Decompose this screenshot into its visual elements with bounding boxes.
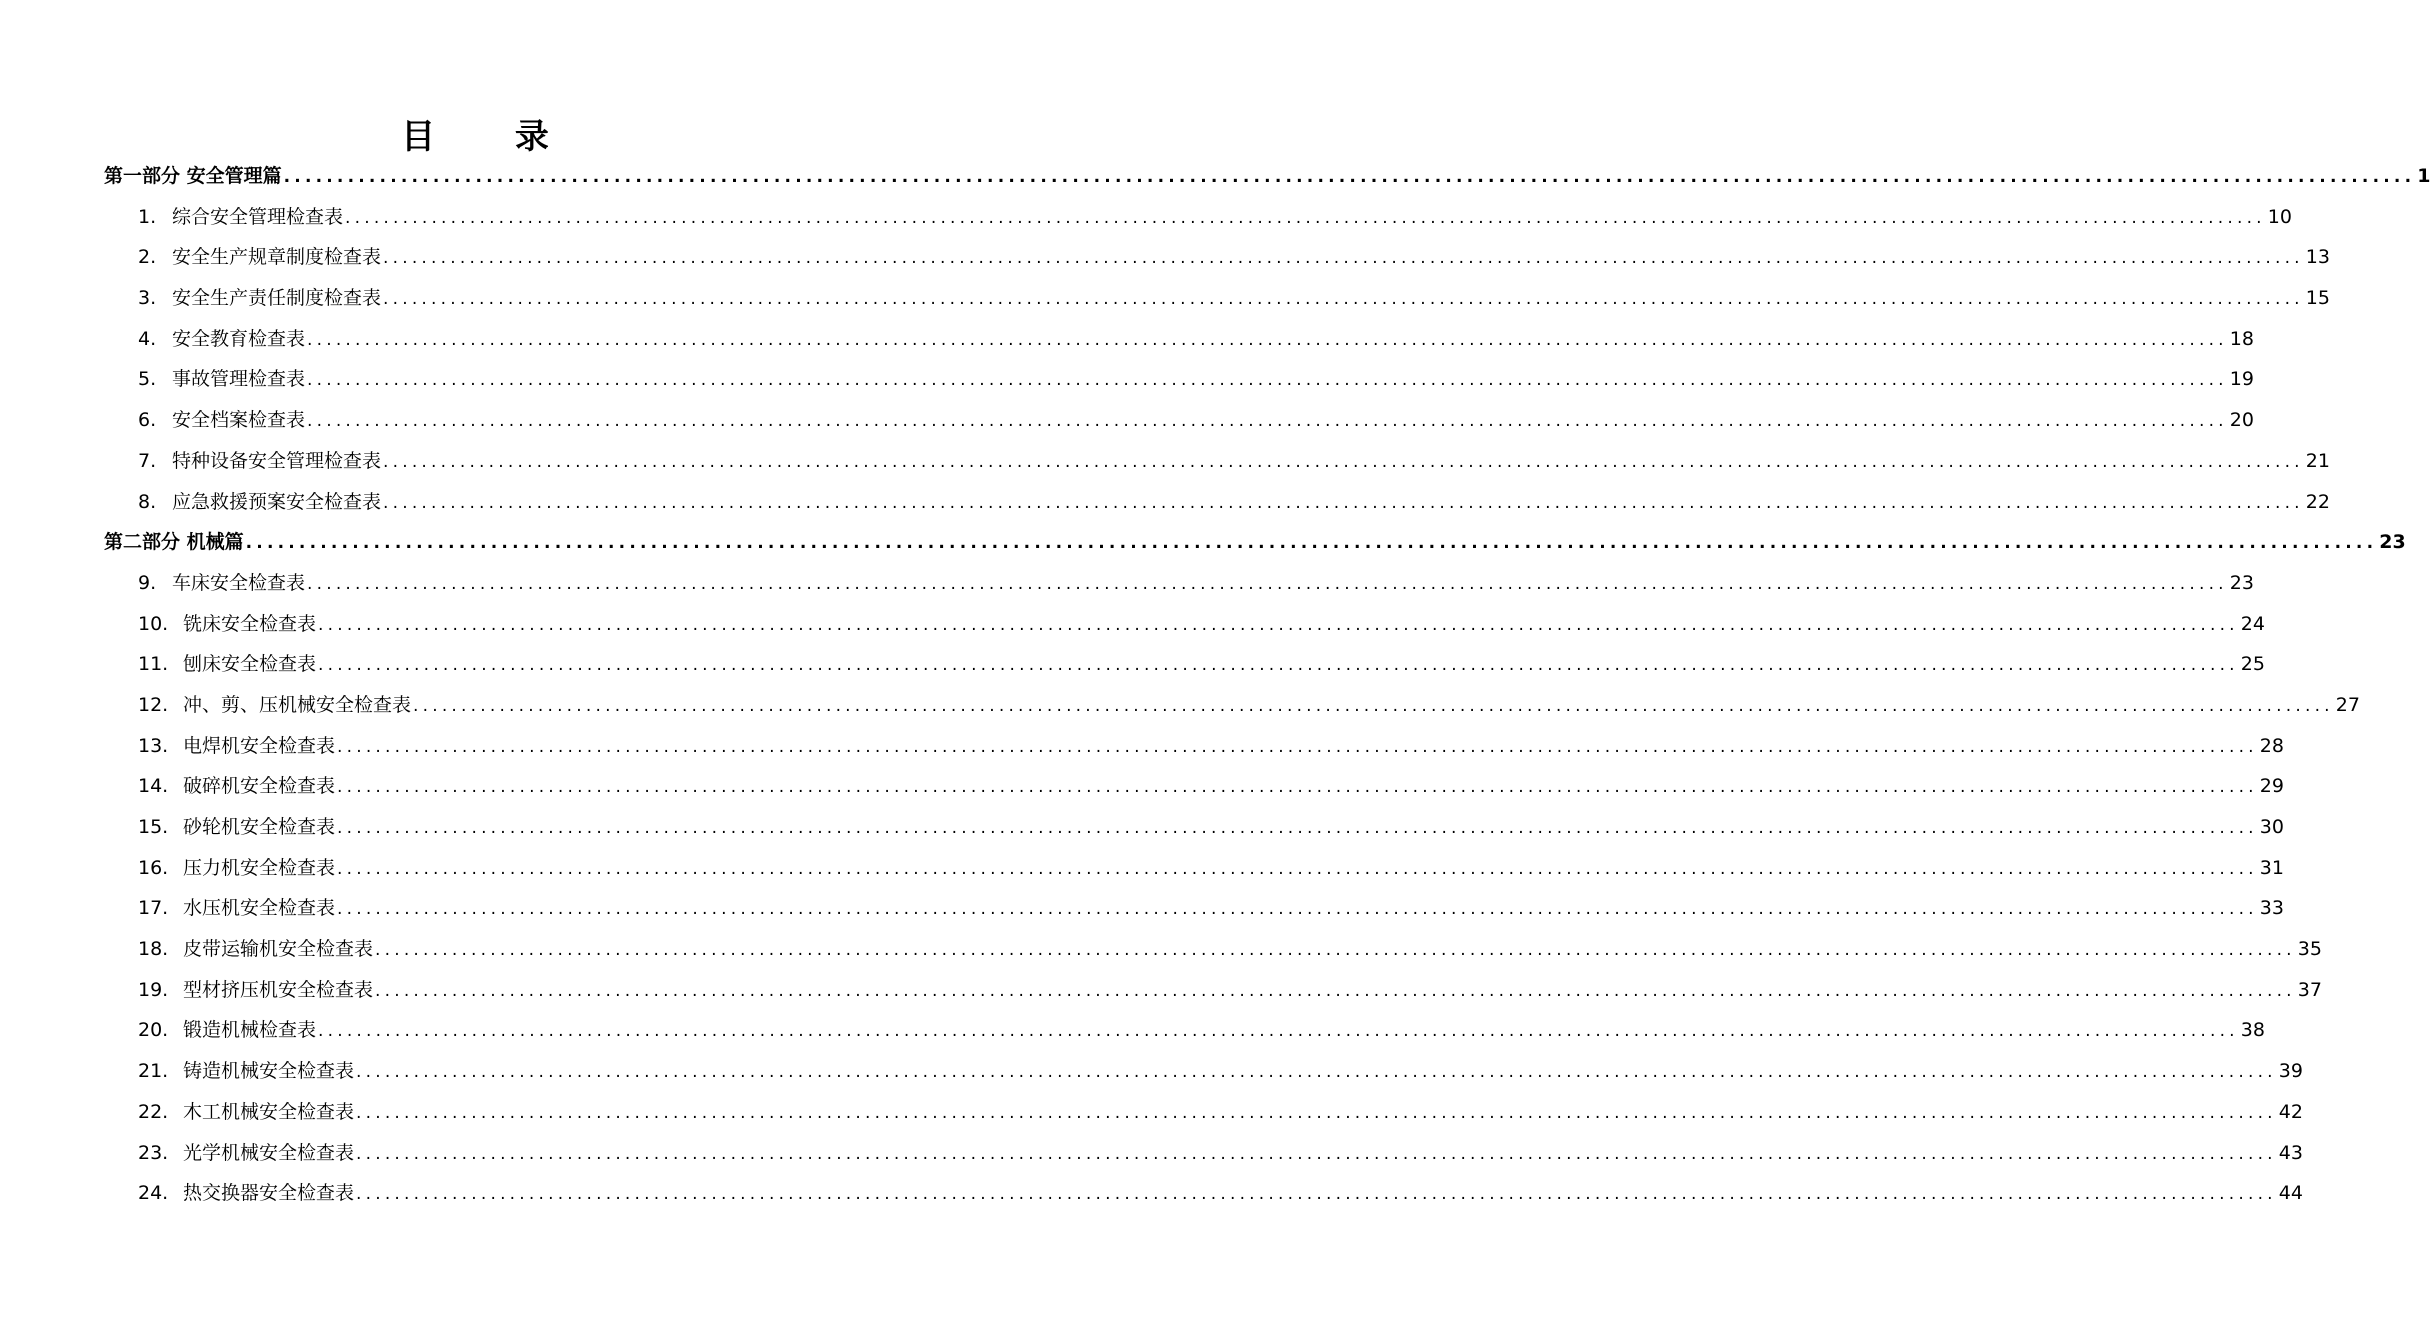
toc-entry-title: 水压机安全检查表 bbox=[183, 897, 336, 920]
toc-entry-number: 22. bbox=[138, 1100, 169, 1123]
toc-page-number: 10 bbox=[2267, 205, 2292, 228]
dot-leader: ........................................................................................................................................................................................................ bbox=[356, 1143, 2277, 1164]
toc-page-number: 22 bbox=[2305, 490, 2330, 513]
toc-entry-number: 7. bbox=[138, 449, 157, 472]
toc-entry[interactable] bbox=[104, 1133, 2303, 1174]
toc-entry-title: 锻造机械检查表 bbox=[183, 1019, 317, 1042]
toc-page-number: 24 bbox=[2240, 612, 2265, 635]
toc-page-number: 37 bbox=[2297, 978, 2322, 1001]
dot-leader: ........................................................................................................................................................................................................ bbox=[337, 818, 2258, 838]
dot-leader: ........................................................................................................................................................................................................ bbox=[383, 289, 2304, 310]
toc-entry-number: 12. bbox=[138, 693, 169, 716]
toc-entry[interactable] bbox=[104, 726, 2284, 767]
toc-page-number: 30 bbox=[2259, 816, 2284, 838]
toc-entry-title: 木工机械安全检查表 bbox=[183, 1100, 355, 1123]
toc-entry-number: 6. bbox=[138, 409, 157, 432]
toc-entry-number: 3. bbox=[138, 287, 157, 310]
toc-entry-title: 破碎机安全检查表 bbox=[183, 775, 336, 798]
toc-page-number: 43 bbox=[2278, 1141, 2303, 1164]
toc-part-heading[interactable] bbox=[104, 156, 2430, 197]
dot-leader: ........................................................................................................................................................................................................ bbox=[283, 167, 2416, 187]
toc-entry[interactable] bbox=[104, 197, 2292, 238]
toc-entry-title: 砂轮机安全检查表 bbox=[183, 816, 336, 838]
toc-page-number: 44 bbox=[2278, 1182, 2303, 1205]
toc-entry-number: 23. bbox=[138, 1141, 169, 1164]
dot-leader: ........................................................................................................................................................................................................ bbox=[307, 370, 2228, 391]
toc-entry-number: 4. bbox=[138, 327, 157, 350]
toc-page-number: 1 bbox=[2417, 165, 2430, 187]
dot-leader: ........................................................................................................................................................................................................ bbox=[318, 614, 2239, 635]
toc-entry-number: 20. bbox=[138, 1019, 169, 1042]
toc-page-number: 31 bbox=[2259, 856, 2284, 879]
dot-leader: ........................................................................................................................................................................................................ bbox=[383, 451, 2304, 472]
toc-entry-title: 电焊机安全检查表 bbox=[183, 734, 336, 757]
dot-leader: ........................................................................................................................................................................................................ bbox=[356, 1184, 2277, 1205]
toc-entry-number: 1. bbox=[138, 205, 157, 228]
dot-leader: ........................................................................................................................................................................................................ bbox=[318, 655, 2239, 676]
toc-page-number: 33 bbox=[2259, 897, 2284, 920]
toc-entry[interactable] bbox=[104, 1173, 2303, 1214]
toc-entry[interactable] bbox=[104, 441, 2330, 482]
toc-entry-title: 热交换器安全检查表 bbox=[183, 1182, 355, 1205]
toc-page-number: 20 bbox=[2229, 409, 2254, 432]
toc-page-number: 42 bbox=[2278, 1100, 2303, 1123]
toc-entry-number: 13. bbox=[138, 734, 169, 757]
toc-entry-number: 17. bbox=[138, 897, 169, 920]
toc-page-number: 27 bbox=[2335, 693, 2360, 716]
toc-entry-title: 皮带运输机安全检查表 bbox=[183, 938, 374, 961]
dot-leader: ........................................................................................................................................................................................................ bbox=[413, 695, 2334, 716]
toc-page-number: 13 bbox=[2305, 246, 2330, 269]
toc-entry-number: 2. bbox=[138, 246, 157, 269]
toc-page-number: 25 bbox=[2240, 653, 2265, 676]
toc-part-title: 第二部分 机械篇 bbox=[104, 531, 244, 554]
dot-leader: ........................................................................................................................................................................................................ bbox=[245, 533, 2378, 554]
dot-leader: ........................................................................................................................................................................................................ bbox=[375, 940, 2296, 961]
toc-entry-title: 安全档案检查表 bbox=[172, 409, 306, 432]
toc-entry-title: 光学机械安全检查表 bbox=[183, 1141, 355, 1164]
dot-leader: ........................................................................................................................................................................................................ bbox=[307, 573, 2228, 594]
toc-part-heading[interactable] bbox=[104, 522, 2406, 563]
toc-page-number: 38 bbox=[2240, 1019, 2265, 1042]
toc-entry[interactable] bbox=[104, 604, 2265, 645]
toc-entry-title: 安全生产责任制度检查表 bbox=[172, 287, 382, 310]
toc-title: 目 录 bbox=[401, 117, 583, 157]
toc-page-number: 35 bbox=[2297, 938, 2322, 961]
toc-entry-title: 应急救援预案安全检查表 bbox=[172, 490, 382, 513]
toc-entry-number: 16. bbox=[138, 856, 169, 879]
dot-leader: ........................................................................................................................................................................................................ bbox=[356, 1102, 2277, 1123]
dot-leader: ........................................................................................................................................................................................................ bbox=[383, 248, 2304, 269]
dot-leader: ........................................................................................................................................................................................................ bbox=[337, 858, 2258, 879]
toc-page-number: 21 bbox=[2305, 449, 2330, 472]
toc-entry-title: 冲、剪、压机械安全检查表 bbox=[183, 693, 412, 716]
toc-entry[interactable] bbox=[104, 237, 2330, 278]
toc-entry[interactable] bbox=[104, 970, 2322, 1011]
toc-entry-title: 安全教育检查表 bbox=[172, 327, 306, 350]
toc-entry[interactable] bbox=[104, 400, 2254, 441]
toc-entry-title: 型材挤压机安全检查表 bbox=[183, 978, 374, 1001]
toc-entry-number: 21. bbox=[138, 1060, 169, 1083]
toc-entry-title: 刨床安全检查表 bbox=[183, 653, 317, 676]
toc-entry[interactable] bbox=[104, 766, 2284, 807]
toc-page-number: 28 bbox=[2259, 734, 2284, 757]
toc-entry[interactable] bbox=[104, 1051, 2303, 1092]
toc-entry-title: 铣床安全检查表 bbox=[183, 612, 317, 635]
dot-leader: ........................................................................................................................................................................................................ bbox=[337, 777, 2258, 798]
toc-page-number: 19 bbox=[2229, 368, 2254, 391]
dot-leader: ........................................................................................................................................................................................................ bbox=[337, 736, 2258, 757]
toc-entry[interactable] bbox=[104, 482, 2330, 523]
toc-entry-number: 19. bbox=[138, 978, 169, 1001]
toc-entry[interactable] bbox=[104, 807, 2284, 848]
toc-part-title: 第一部分 安全管理篇 bbox=[104, 165, 282, 187]
dot-leader: ........................................................................................................................................................................................................ bbox=[337, 899, 2258, 920]
toc-entry[interactable] bbox=[104, 1092, 2303, 1133]
toc-entry-title: 铸造机械安全检查表 bbox=[183, 1060, 355, 1083]
toc-page-number: 23 bbox=[2379, 531, 2406, 554]
toc-entry-title: 车床安全检查表 bbox=[172, 571, 306, 594]
dot-leader: ........................................................................................................................................................................................................ bbox=[307, 329, 2228, 350]
toc-entry[interactable] bbox=[104, 278, 2330, 319]
toc-entry-title: 压力机安全检查表 bbox=[183, 856, 336, 879]
toc-page-number: 29 bbox=[2259, 775, 2284, 798]
dot-leader: ........................................................................................................................................................................................................ bbox=[375, 980, 2296, 1001]
toc-entry[interactable] bbox=[104, 848, 2284, 889]
toc-entry[interactable] bbox=[104, 685, 2360, 726]
toc-entry[interactable] bbox=[104, 929, 2322, 970]
toc-entry-number: 5. bbox=[138, 368, 157, 391]
toc-entry-number: 9. bbox=[138, 571, 157, 594]
toc-page-number: 23 bbox=[2229, 571, 2254, 594]
toc-entry[interactable] bbox=[104, 319, 2254, 360]
toc-entry[interactable] bbox=[104, 563, 2254, 604]
toc-entry[interactable] bbox=[104, 359, 2254, 400]
dot-leader: ........................................................................................................................................................................................................ bbox=[318, 1021, 2239, 1042]
dot-leader: ........................................................................................................................................................................................................ bbox=[307, 411, 2228, 432]
toc-entry[interactable] bbox=[104, 644, 2265, 685]
toc-entry[interactable] bbox=[104, 888, 2284, 929]
toc-entry-number: 18. bbox=[138, 938, 169, 961]
toc-entry-number: 14. bbox=[138, 775, 169, 798]
toc-entry-number: 10. bbox=[138, 612, 169, 635]
toc-list bbox=[104, 156, 2430, 1214]
toc-entry[interactable] bbox=[104, 1010, 2265, 1051]
toc-entry-number: 15. bbox=[138, 816, 169, 838]
dot-leader: ........................................................................................................................................................................................................ bbox=[383, 492, 2304, 513]
dot-leader: ........................................................................................................................................................................................................ bbox=[345, 207, 2266, 228]
toc-page-number: 15 bbox=[2305, 287, 2330, 310]
toc-entry-number: 11. bbox=[138, 653, 169, 676]
toc-entry-title: 安全生产规章制度检查表 bbox=[172, 246, 382, 269]
toc-entry-title: 特种设备安全管理检查表 bbox=[172, 449, 382, 472]
toc-entry-title: 事故管理检查表 bbox=[172, 368, 306, 391]
toc-entry-number: 8. bbox=[138, 490, 157, 513]
toc-entry-title: 综合安全管理检查表 bbox=[172, 205, 344, 228]
toc-entry-number: 24. bbox=[138, 1182, 169, 1205]
toc-page-number: 18 bbox=[2229, 327, 2254, 350]
toc-page-number: 39 bbox=[2278, 1060, 2303, 1083]
dot-leader: ........................................................................................................................................................................................................ bbox=[356, 1062, 2277, 1083]
